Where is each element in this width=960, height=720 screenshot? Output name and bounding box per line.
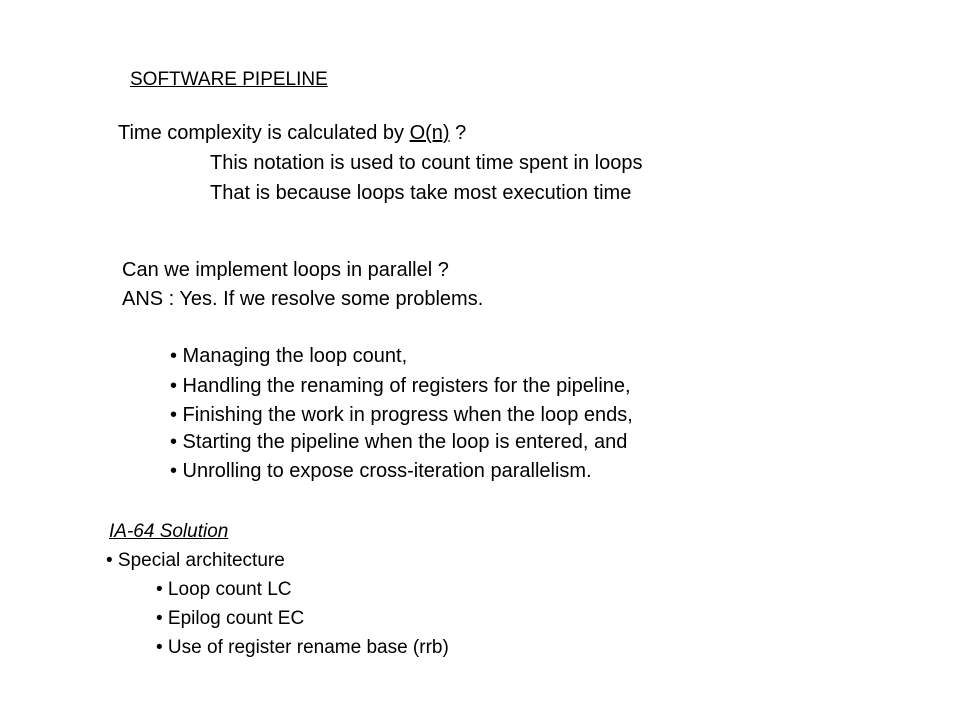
complexity-question-suffix: ? bbox=[449, 122, 467, 144]
problem-item: • Handling the renaming of registers for the pipeline, bbox=[170, 375, 631, 397]
problem-item: • Finishing the work in progress when the loop ends, bbox=[170, 404, 633, 426]
slide-title: SOFTWARE PIPELINE bbox=[130, 69, 328, 90]
complexity-question bbox=[118, 121, 466, 145]
problem-item: • Managing the loop count, bbox=[170, 345, 408, 367]
problem-item: • Starting the pipeline when the loop is entered, and bbox=[170, 431, 628, 453]
solution-main-bullet: • Special architecture bbox=[106, 550, 285, 571]
solution-sub-bullet: • Use of register rename base (rrb) bbox=[156, 637, 449, 658]
parallel-answer: ANS : Yes. If we resolve some problems. bbox=[122, 288, 484, 310]
complexity-question-prefix: Time complexity is calculated by bbox=[118, 122, 410, 144]
solution-sub-bullet: • Loop count LC bbox=[156, 579, 292, 600]
complexity-notation: O(n) bbox=[409, 122, 450, 144]
parallel-question: Can we implement loops in parallel ? bbox=[122, 259, 449, 281]
complexity-explanation-1: This notation is used to count time spent in loops bbox=[210, 152, 643, 174]
solution-sub-bullet: • Epilog count EC bbox=[156, 608, 305, 629]
solution-heading: IA-64 Solution bbox=[109, 521, 229, 542]
problem-item: • Unrolling to expose cross-iteration parallelism. bbox=[170, 460, 592, 482]
complexity-explanation-2: That is because loops take most execution time bbox=[210, 182, 632, 204]
